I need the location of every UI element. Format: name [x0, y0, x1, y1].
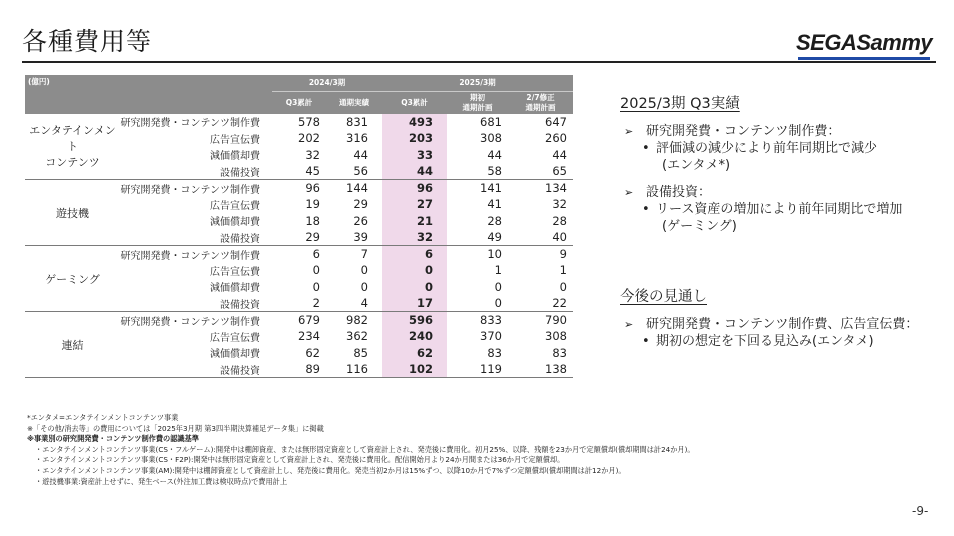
cell-value: 44 — [382, 163, 447, 180]
row-label: 広告宣伝費 — [210, 134, 260, 146]
expenses-table — [25, 75, 573, 378]
table-row — [25, 180, 573, 197]
cell-value: 308 — [480, 131, 502, 146]
cell-value: 240 — [382, 328, 447, 345]
cell-value: 26 — [353, 213, 368, 228]
cell-value: 578 — [298, 114, 320, 129]
cell-value: 6 — [312, 247, 320, 261]
cell-value: 134 — [545, 181, 567, 195]
footnote: ※事業別の研究開発費・コンテンツ制作費の認識基準 — [27, 434, 199, 444]
cell-value: 89 — [272, 361, 326, 378]
cell-value: 45 — [272, 163, 326, 180]
dot-icon: • — [642, 202, 650, 217]
q3-results-heading: 2025/3期 Q3実績 — [620, 96, 740, 112]
row-label: 減価償却費 — [210, 349, 260, 361]
cell-value: 83 — [487, 345, 502, 360]
cell-value: 234 — [298, 329, 320, 344]
cell-value: 647 — [545, 114, 567, 129]
cell-value: 362 — [346, 329, 368, 344]
cell-value: 493 — [382, 114, 447, 131]
cell-value: 56 — [326, 163, 382, 180]
cell-value: 41 — [487, 197, 502, 212]
row-label: 研究開発費・コンテンツ制作費 — [120, 118, 260, 130]
sub-capex-segment: (ゲーミング) — [662, 219, 737, 234]
arrow-icon: ➢ — [624, 125, 634, 138]
cell-value: 19 — [305, 197, 320, 212]
cell-value: 116 — [326, 361, 382, 378]
row-label: 設備投資 — [120, 163, 272, 180]
footnote: ※「その他/消去等」の費用については「2025年3月期 第3四半期決算補足データ集」に掲載 — [27, 423, 324, 433]
sub-capex-reason: リース資産の増加により前年同期比で増加 — [656, 202, 903, 217]
cell-value: 982 — [346, 313, 368, 327]
cell-value: 679 — [298, 313, 320, 327]
cell-value: 0 — [559, 279, 567, 294]
cell-value: 40 — [508, 229, 573, 246]
year-header-2024: 2024/3期 — [272, 75, 382, 92]
column-header: 期初 通期計画 — [447, 92, 508, 114]
cell-value: 0 — [312, 263, 320, 278]
cell-value: 316 — [346, 131, 368, 146]
cell-value: 9 — [559, 247, 567, 261]
cell-value: 58 — [447, 163, 508, 180]
cell-value: 10 — [487, 247, 502, 261]
cell-value: 102 — [382, 361, 447, 378]
cell-value: 596 — [382, 312, 447, 329]
sub-rd-segment: (エンタメ*) — [662, 158, 731, 173]
bullet-rd: 研究開発費・コンテンツ制作費： — [646, 124, 841, 139]
cell-value: 28 — [487, 213, 502, 228]
footnote: ・遊技機事業:資産計上せずに、発生ベース(外注加工費は検収時点)で費用計上 — [35, 476, 288, 486]
cell-value: 0 — [312, 279, 320, 294]
cell-value: 96 — [382, 180, 447, 197]
cell-value: 141 — [480, 181, 502, 195]
row-label: 広告宣伝費 — [210, 200, 260, 212]
cell-value: 85 — [353, 345, 368, 360]
cell-value: 29 — [353, 197, 368, 212]
segment-name: エンタテインメント コンテンツ — [25, 114, 120, 180]
cell-value: 202 — [298, 131, 320, 146]
arrow-icon: ➢ — [624, 318, 634, 331]
footnote: ・エンタテインメントコンテンツ事業(CS・フルゲーム):開発中は棚卸資産、または無形固定資産として資産計上され、発売後に費用化。初月25%、以降、残額を23か月で定額償却(償却期間は計24か月)。 — [35, 444, 695, 454]
row-label: 研究開発費・コンテンツ制作費 — [120, 250, 260, 262]
arrow-icon: ➢ — [624, 186, 634, 199]
row-label: 設備投資 — [120, 361, 272, 378]
cell-value: 0 — [360, 263, 368, 278]
page-title: 各種費用等 — [22, 27, 153, 56]
cell-value: 0 — [494, 279, 502, 294]
unit-label: (億円) — [25, 75, 272, 114]
cell-value: 21 — [382, 213, 447, 230]
cell-value: 44 — [353, 147, 368, 162]
year-header-2025: 2025/3期 — [382, 75, 573, 92]
column-header: 2/7修正 通期計画 — [508, 92, 573, 114]
cell-value: 260 — [545, 131, 567, 146]
row-label: 減価償却費 — [210, 151, 260, 163]
row-label: 広告宣伝費 — [210, 332, 260, 344]
cell-value: 83 — [552, 345, 567, 360]
row-label: 設備投資 — [120, 229, 272, 246]
cell-value: 308 — [545, 329, 567, 344]
cell-value: 96 — [305, 181, 320, 195]
cell-value: 44 — [487, 147, 502, 162]
cell-value: 203 — [382, 130, 447, 147]
cell-value: 144 — [346, 181, 368, 195]
footnote: ・エンタテインメントコンテンツ事業(AM):開発中は棚卸資産として資産計上し、発売後に費用化。発売当初2か月は15%ずつ、以降10か月で7%ずつ定額償却(償却期間は計12か月)。 — [35, 465, 626, 475]
segment-name: 連結 — [25, 312, 120, 378]
cell-value: 18 — [305, 213, 320, 228]
commentary-panel — [620, 96, 940, 349]
row-label: 設備投資 — [120, 295, 272, 312]
cell-value: 0 — [447, 295, 508, 312]
cell-value: 4 — [326, 295, 382, 312]
logo-text: SEGASammy — [796, 30, 933, 55]
cell-value: 6 — [382, 246, 447, 263]
cell-value: 28 — [552, 213, 567, 228]
cell-value: 22 — [508, 295, 573, 312]
outlook-section — [620, 289, 940, 350]
cell-value: 0 — [360, 279, 368, 294]
cell-value: 32 — [382, 229, 447, 246]
segment-name: ゲーミング — [25, 246, 120, 312]
sub-outlook: 期初の想定を下回る見込み(エンタメ) — [656, 334, 874, 349]
cell-value: 1 — [494, 263, 502, 278]
table-row — [25, 114, 573, 131]
cell-value: 32 — [305, 147, 320, 162]
cell-value: 138 — [508, 361, 573, 378]
segment-name: 遊技機 — [25, 180, 120, 246]
cell-value: 681 — [480, 114, 502, 129]
column-header: 通期実績 — [326, 92, 382, 114]
bullet-outlook: 研究開発費・コンテンツ制作費、広告宣伝費： — [646, 317, 919, 332]
cell-value: 370 — [480, 329, 502, 344]
cell-value: 39 — [326, 229, 382, 246]
cell-value: 65 — [508, 163, 573, 180]
footnote: ・エンタテインメントコンテンツ事業(CS・F2P):開発中は無形固定資産として資産計上され、発売後に費用化。配信開始月より24か月間または36か月で定額償却。 — [35, 455, 565, 465]
page-number: -9- — [912, 504, 929, 518]
bullet-capex: 設備投資： — [646, 185, 712, 200]
row-label: 研究開発費・コンテンツ制作費 — [120, 316, 260, 328]
column-header: Q3累計 — [272, 92, 326, 114]
cell-value: 0 — [382, 262, 447, 279]
cell-value: 2 — [272, 295, 326, 312]
cell-value: 62 — [305, 345, 320, 360]
title-rule — [22, 61, 936, 63]
company-logo — [796, 30, 932, 56]
cell-value: 790 — [545, 313, 567, 327]
cell-value: 27 — [382, 196, 447, 213]
footnotes — [27, 413, 695, 487]
table-row — [25, 312, 573, 329]
dot-icon: • — [642, 141, 650, 156]
logo-underline — [798, 57, 930, 60]
column-header: Q3累計 — [382, 92, 447, 114]
row-label: 減価償却費 — [210, 217, 260, 229]
cell-value: 7 — [360, 247, 368, 261]
row-label: 広告宣伝費 — [210, 266, 260, 278]
row-label: 研究開発費・コンテンツ制作費 — [120, 184, 260, 196]
cell-value: 831 — [346, 114, 368, 129]
cell-value: 17 — [382, 295, 447, 312]
dot-icon: • — [642, 334, 650, 349]
outlook-heading: 今後の見通し — [620, 289, 707, 305]
cell-value: 49 — [447, 229, 508, 246]
row-label: 減価償却費 — [210, 283, 260, 295]
table-row — [25, 246, 573, 263]
sub-rd-reason: 評価減の減少により前年同期比で減少 — [656, 141, 878, 156]
cell-value: 29 — [272, 229, 326, 246]
cell-value: 62 — [382, 345, 447, 362]
cell-value: 44 — [552, 147, 567, 162]
cell-value: 0 — [382, 279, 447, 296]
cell-value: 119 — [447, 361, 508, 378]
cell-value: 833 — [480, 313, 502, 327]
footnote: *エンタメ=エンタテインメントコンテンツ事業 — [27, 413, 179, 422]
cell-value: 32 — [552, 197, 567, 212]
cell-value: 33 — [382, 147, 447, 164]
cell-value: 1 — [559, 263, 567, 278]
q3-results-section — [620, 96, 940, 235]
